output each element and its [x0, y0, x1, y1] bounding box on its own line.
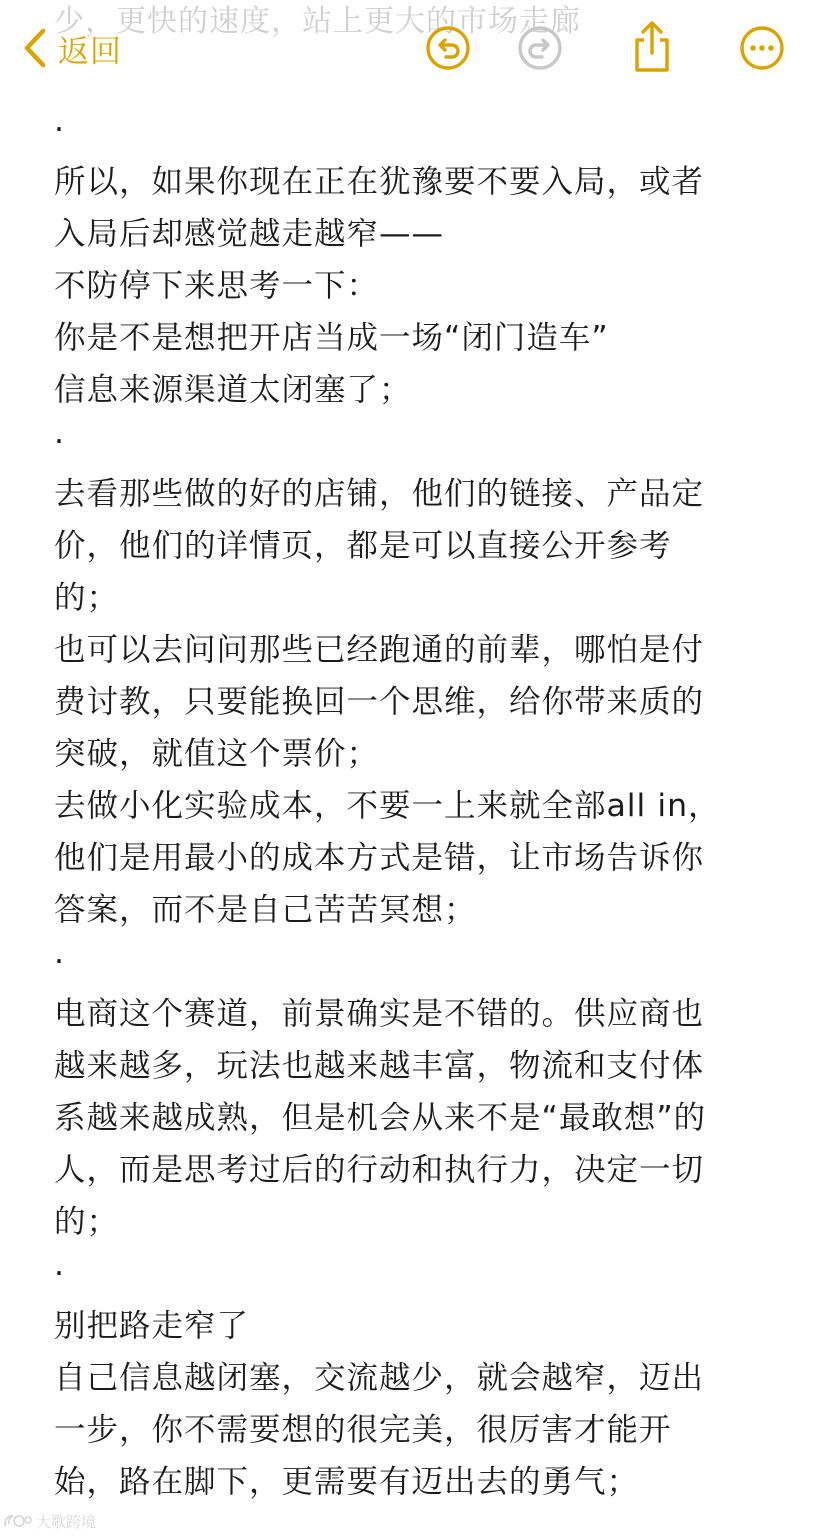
undo-icon	[424, 24, 472, 72]
note-line: 费讨教，只要能换回一个思维，给你带来质的	[54, 684, 705, 720]
note-line: 去看那些做的好的店铺，他们的链接、产品定	[54, 476, 705, 512]
note-line: ·	[54, 424, 66, 460]
watermark-logo-icon	[2, 1512, 36, 1530]
note-line: 你是不是想把开店当成一场“闭门造车”	[54, 320, 609, 356]
note-line: 一步，你不需要想的很完美，很厉害才能开	[54, 1412, 672, 1448]
chevron-left-icon	[22, 28, 48, 68]
note-line: 也可以去问问那些已经跑通的前辈，哪怕是付	[54, 632, 705, 668]
note-line: 系越来越成熟，但是机会从来不是“最敢想”的	[54, 1100, 707, 1136]
note-line: 的；	[54, 580, 120, 616]
back-label: 返回	[58, 33, 122, 70]
note-line: 信息来源渠道太闭塞了；	[54, 372, 412, 408]
watermark	[2, 1510, 96, 1532]
share-icon	[628, 20, 676, 74]
note-line: 始，路在脚下，更需要有迈出去的勇气；	[54, 1464, 640, 1500]
note-line: 突破，就值这个票价；	[54, 736, 380, 772]
note-line: 所以，如果你现在正在犹豫要不要入局，或者	[54, 164, 705, 200]
note-body[interactable]	[54, 104, 794, 1508]
scrolled-text-behind-toolbar: 少，更快的速度，站上更大的市场走廊	[54, 4, 581, 39]
note-line: 他们是用最小的成本方式是错，让市场告诉你	[54, 840, 705, 876]
share-button[interactable]	[628, 20, 676, 74]
more-icon	[738, 24, 786, 72]
note-line: 答案，而不是自己苦苦冥想；	[54, 892, 477, 928]
note-line: 电商这个赛道，前景确实是不错的。供应商也	[54, 996, 705, 1032]
note-line: 去做小化实验成本，不要一上来就全部all in，	[54, 788, 721, 824]
watermark-text: 大歌跨境	[36, 1512, 97, 1531]
note-line: ·	[54, 1256, 66, 1292]
note-line: 价，他们的详情页，都是可以直接公开参考	[54, 528, 672, 564]
redo-icon	[516, 24, 564, 72]
back-button[interactable]	[22, 26, 122, 70]
undo-button[interactable]	[424, 24, 472, 72]
note-line: ·	[54, 944, 66, 980]
note-line: ·	[54, 112, 66, 148]
redo-button[interactable]	[516, 24, 564, 72]
more-button[interactable]	[738, 24, 786, 72]
note-line: 的；	[54, 1204, 120, 1240]
note-line: 别把路走窄了	[54, 1308, 250, 1344]
note-line: 入局后却感觉越走越窄——	[54, 216, 445, 252]
note-line: 自己信息越闭塞，交流越少，就会越窄，迈出	[54, 1360, 705, 1396]
notes-toolbar	[0, 0, 826, 100]
note-line: 越来越多，玩法也越来越丰富，物流和支付体	[54, 1048, 705, 1084]
note-line: 人，而是思考过后的行动和执行力，决定一切	[54, 1152, 705, 1188]
note-line: 不防停下来思考一下：	[54, 268, 380, 304]
